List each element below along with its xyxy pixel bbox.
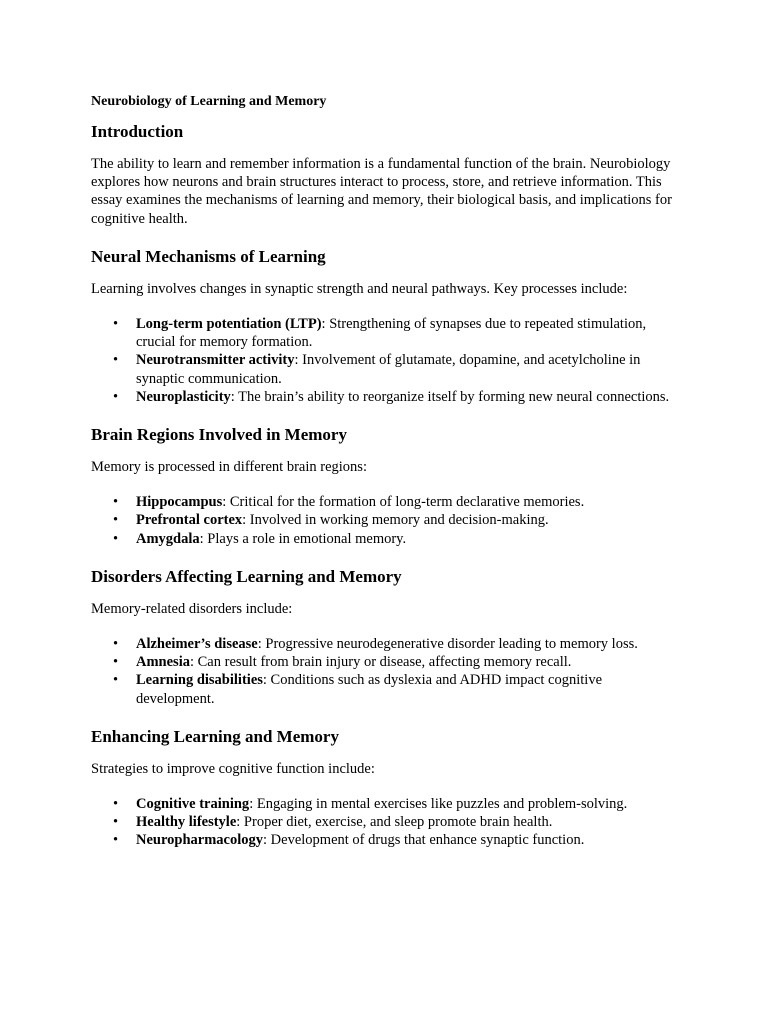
list-item-text: : Involvement of glutamate, dopamine, and acetylcholine in synaptic communication. [136, 352, 641, 387]
list-item [91, 493, 681, 511]
list-item [91, 511, 681, 529]
bullet-icon: • [113, 654, 119, 671]
bullet-icon: • [113, 494, 119, 511]
list-item-text: : Development of drugs that enhance synaptic function. [263, 832, 585, 849]
heading-disorders: Disorders Affecting Learning and Memory [91, 566, 402, 586]
heading-enhancing: Enhancing Learning and Memory [91, 726, 339, 746]
list-item-term: Cognitive training [136, 796, 250, 813]
list-item-text: : Conditions such as dyslexia and ADHD impact cognitive development. [136, 672, 602, 707]
document-page [91, 92, 681, 867]
bullet-icon: • [113, 796, 119, 813]
list-item-text: : Strengthening of synapses due to repeated stimulation, crucial for memory formation. [136, 316, 647, 351]
list-item-text: : Critical for the formation of long-term declarative memories. [222, 494, 585, 511]
list-item [91, 530, 681, 548]
bullet-icon: • [113, 814, 119, 831]
list-item [91, 315, 681, 351]
list-neural-mechanisms [91, 315, 681, 406]
list-enhancing [91, 795, 681, 850]
list-item-term: Healthy lifestyle [136, 814, 237, 831]
list-item-term: Prefrontal cortex [136, 512, 243, 529]
list-item-term: Alzheimer’s disease [136, 636, 258, 653]
document-title: Neurobiology of Learning and Memory [91, 94, 327, 109]
list-item-term: Neuroplasticity [136, 388, 231, 405]
paragraph-disorders-intro: Memory-related disorders include: [91, 600, 293, 617]
list-item-term: Long-term potentiation (LTP) [136, 316, 322, 333]
bullet-icon: • [113, 530, 119, 547]
list-item [91, 635, 681, 653]
list-disorders [91, 635, 681, 708]
list-item [91, 795, 681, 813]
list-item-term: Amnesia [136, 654, 190, 671]
list-item [91, 388, 681, 406]
list-brain-regions [91, 493, 681, 548]
bullet-icon: • [113, 672, 119, 689]
list-item-text: : Can result from brain injury or disease, affecting memory recall. [189, 654, 572, 671]
list-item-text: : Proper diet, exercise, and sleep promote brain health. [236, 814, 553, 831]
paragraph-enhancing-intro: Strategies to improve cognitive function include: [91, 760, 375, 777]
list-item [91, 671, 681, 707]
list-item-term: Neuropharmacology [136, 832, 264, 849]
list-item-text: : Plays a role in emotional memory. [199, 530, 407, 547]
list-item-term: Hippocampus [136, 494, 223, 511]
list-item [91, 653, 681, 671]
paragraph-introduction: The ability to learn and remember information is a fundamental function of the brain. Neurobiology explores how neurons and brain structures interact to process, store, and retrieve information. This essay examines the mechanisms of learning and memory, their biological basis, and implications for cognitive health. [91, 156, 672, 227]
list-item [91, 351, 681, 387]
bullet-icon: • [113, 832, 119, 849]
bullet-icon: • [113, 352, 119, 369]
bullet-icon: • [113, 512, 119, 529]
list-item-text: : Engaging in mental exercises like puzzles and problem-solving. [249, 796, 628, 813]
list-item-term: Learning disabilities [136, 672, 263, 689]
list-item-term: Neurotransmitter activity [136, 352, 295, 369]
list-item-term: Amygdala [136, 530, 200, 547]
heading-introduction: Introduction [91, 122, 184, 141]
list-item-text: : Involved in working memory and decision-making. [242, 512, 549, 529]
paragraph-brain-regions-intro: Memory is processed in different brain regions: [91, 459, 367, 476]
bullet-icon: • [113, 388, 119, 405]
heading-neural-mechanisms: Neural Mechanisms of Learning [91, 246, 326, 266]
list-item [91, 813, 681, 831]
list-item [91, 831, 681, 849]
heading-brain-regions: Brain Regions Involved in Memory [91, 425, 347, 445]
list-item-text: : Progressive neurodegenerative disorder leading to memory loss. [257, 636, 638, 653]
bullet-icon: • [113, 316, 119, 333]
bullet-icon: • [113, 636, 119, 653]
paragraph-neural-mechanisms-intro: Learning involves changes in synaptic strength and neural pathways. Key processes include: [91, 280, 628, 297]
list-item-text: : The brain’s ability to reorganize itself by forming new neural connections. [230, 388, 670, 405]
